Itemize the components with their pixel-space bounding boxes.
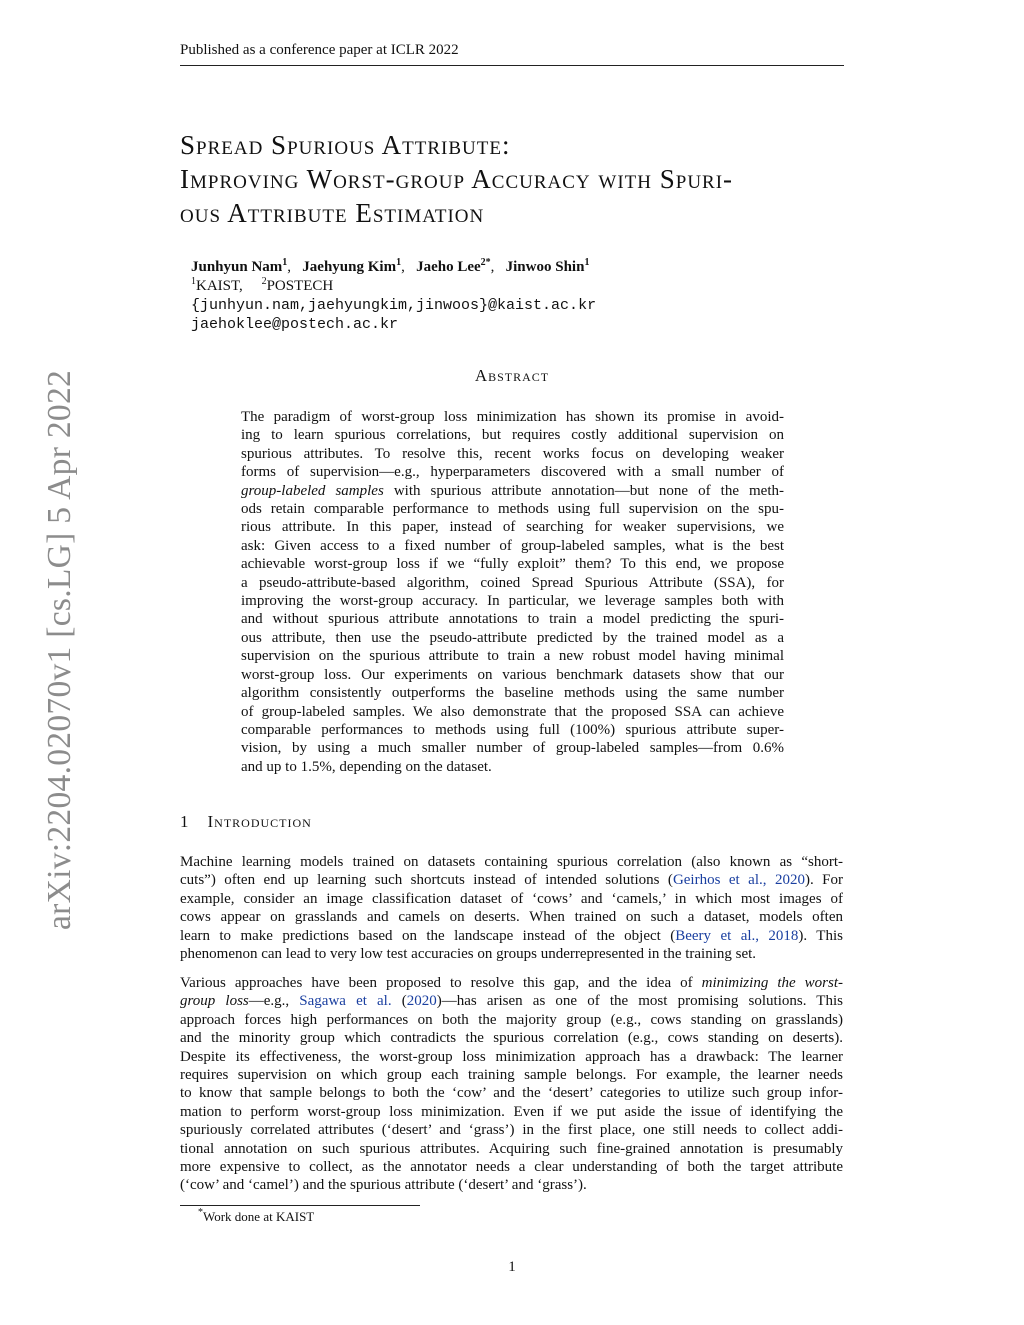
author-affiliation-mark: 1 (282, 257, 288, 268)
abstract-line: ask: Given access to a fixed number of group-labeled samples, what is the best (241, 537, 784, 554)
page-number: 1 (508, 1259, 516, 1275)
paragraph-text: ( (391, 993, 407, 1010)
footnote-text: Work done at KAIST (203, 1209, 315, 1224)
paragraph-text: cuts”) often end up learning such shortcuts instead of intended solutions ( (180, 872, 673, 889)
citation-link[interactable]: Sagawa et al. (299, 993, 392, 1010)
abstract-line: The paradigm of worst-group loss minimization has shown its promise in avoid- (241, 409, 784, 425)
paragraph-text: Various approaches have been proposed to resolve this gap, and the idea of (180, 975, 702, 991)
paragraph-line: mation to perform worst-group loss minimization. Even if we put aside the issue of identifying the (180, 1103, 843, 1120)
section-heading (180, 812, 312, 832)
abstract-line: achievable worst-group loss if we “fully exploit” them? To this end, we propose (241, 556, 784, 573)
paragraph-text: learn to make predictions based on the landscape instead of the object ( (180, 927, 676, 944)
section-number: 1 (180, 812, 190, 831)
abstract-line: ing to learn spurious correlations, but requires costly additional supervision on (241, 427, 784, 444)
paragraph-line: cows appear on grasslands and camels on deserts. When trained on such a dataset, models often (180, 909, 843, 926)
author-names: Junhyun Nam$^1$, Jaehyung Kim$^1$, Jaeho Lee$^{2*}$, Jinwoo Shin$^1$ (191, 257, 590, 275)
abstract-line: ods retain comparable performance to methods using full supervision on the spu- (241, 501, 784, 518)
paragraph-line: example, consider an image classification dataset of ‘cows’ and ‘camels,’ in which most images of (180, 890, 843, 907)
paragraph-line (180, 871, 843, 889)
title-line: Improving Worst-group Accuracy with Spuri- (180, 164, 734, 194)
footnote-mark: * (198, 1207, 203, 1218)
title-line: ous Attribute Estimation (180, 198, 485, 228)
paragraph-line: requires supervision on which group each training sample belongs. For example, the learner needs (180, 1067, 843, 1084)
paper-title (180, 128, 860, 230)
abstract-line: improving the worst-group accuracy. In particular, we leverage samples both with (241, 593, 784, 610)
author-name: Jaeho Lee (416, 259, 481, 275)
paragraph-line: and the minority group which contradicts the spurious correlation (e.g., cows standing on deserts). (180, 1030, 843, 1047)
abstract-text: with spurious attribute annotation—but none of the meth- (383, 482, 784, 499)
abstract-line: rious attribute. In this paper, instead of searching for weaker supervisions, we (241, 519, 784, 536)
paragraph-line: Despite its effectiveness, the worst-group loss minimization approach has a drawback: The learner (180, 1048, 843, 1065)
citation-link[interactable]: 2020 (406, 993, 437, 1010)
abstract-line: of group-labeled samples. We also demonstrate that the proposed SSA can achieve (241, 703, 784, 720)
author-block (191, 258, 596, 334)
email-line: {junhyun.nam,jaehyungkim,jinwoos}@kaist.ac.kr (191, 297, 597, 314)
abstract-body (241, 408, 784, 776)
paragraph-line: approach forces high performances on both the majority group (e.g., cows standing on grasslands) (180, 1011, 843, 1028)
abstract-line: and up to 1.5%, depending on the dataset. (241, 758, 492, 775)
intro-paragraph-2 (180, 974, 843, 1195)
abstract-line: vision, by using a much smaller number of group-labeled samples—from 0.6% (241, 740, 784, 757)
section-title: Introduction (207, 812, 312, 831)
title-line: Spread Spurious Attribute: (180, 130, 511, 160)
paragraph-line: more expensive to collect, as the annotator needs a clear understanding of both the target attribute (180, 1159, 843, 1176)
affiliation-name: POSTECH (266, 278, 334, 294)
abstract-line: a pseudo-attribute-based algorithm, coined Spread Spurious Attribute (SSA), for (241, 574, 784, 591)
emphasis: minimizing the worst- (701, 975, 844, 991)
arxiv-id: arXiv:2204.02070v1 [cs.LG] 5 Apr 2022 (41, 369, 78, 930)
email-line: jaehoklee@postech.ac.kr (191, 316, 399, 333)
running-header: Published as a conference paper at ICLR 2022 (180, 42, 844, 66)
abstract-line: comparable performances to methods using full (100%) spurious attribute super- (241, 721, 784, 738)
citation-link[interactable]: Beery et al., 2018 (675, 927, 799, 944)
abstract-line: supervision on the spurious attribute to train a new robust model having minimal (241, 648, 784, 665)
paragraph-text: )—has arisen as one of the most promising solutions. This (436, 993, 843, 1010)
author-name: Jinwoo Shin (505, 259, 585, 275)
abstract-line: worst-group loss. Our experiments on various benchmark datasets show that our (241, 666, 784, 683)
author-affiliation-mark: 2* (480, 257, 491, 268)
emphasis: group loss (180, 993, 249, 1010)
paragraph-line: tional annotation on such spurious attributes. Acquiring such fine-grained annotation is presumably (180, 1140, 843, 1157)
paragraph-line: spuriously correlated attributes (‘desert’ and ‘grass’) in the first place, one still needs to collect addi- (180, 1122, 843, 1139)
citation-link[interactable]: Geirhos et al., 2020 (672, 872, 805, 889)
paragraph-line: to know that sample belongs to both the ‘cow’ and the ‘desert’ categories to utilize such group infor- (180, 1085, 843, 1102)
paragraph-line: phenomenon can lead to very low test accuracies on groups underrepresented in the training set. (180, 946, 757, 963)
abstract-line: algorithm consistently outperforms the baseline methods using the same number (241, 685, 784, 702)
affiliations (191, 277, 596, 296)
author-affiliation-mark: 1 (584, 257, 590, 268)
footnote (198, 1209, 314, 1225)
affiliation-mark: 2 (261, 276, 267, 287)
author-name: Junhyun Nam (191, 259, 283, 275)
author-name: Jaehyung Kim (302, 259, 397, 275)
paragraph-text: ). For (804, 872, 843, 889)
intro-paragraph-1 (180, 853, 843, 963)
paragraph-text: —e.g., (248, 993, 300, 1010)
abstract-line: forms of supervision—e.g., hyperparameters discovered with a small number of (241, 464, 784, 481)
affiliation-mark: 1 (191, 276, 196, 287)
abstract-line: ous attribute, then use the pseudo-attribute predicted by the trained model as a (241, 629, 784, 646)
emphasis: group-labeled samples (241, 482, 384, 499)
affiliation-name: KAIST, (196, 278, 243, 294)
paragraph-line: Machine learning models trained on datasets containing spurious correlation (also known as “short- (180, 854, 843, 870)
abstract-line (241, 482, 784, 500)
author-affiliation-mark: 1 (396, 257, 402, 268)
paragraph-line: (‘cow’ and ‘camel’) and the spurious attribute (‘desert’ and ‘grass’). (180, 1177, 587, 1194)
paragraph-line (180, 992, 843, 1010)
abstract-line: spurious attributes. To resolve this, recent works focus on developing weaker (241, 445, 784, 462)
paragraph-text: ). This (798, 927, 843, 944)
abstract-line: and without spurious attribute annotations to train a model predicting the spuri- (241, 611, 784, 628)
abstract-heading: Abstract (474, 366, 550, 385)
footnote-rule (180, 1205, 420, 1206)
paragraph-line (180, 974, 843, 992)
paragraph-line (180, 927, 843, 945)
